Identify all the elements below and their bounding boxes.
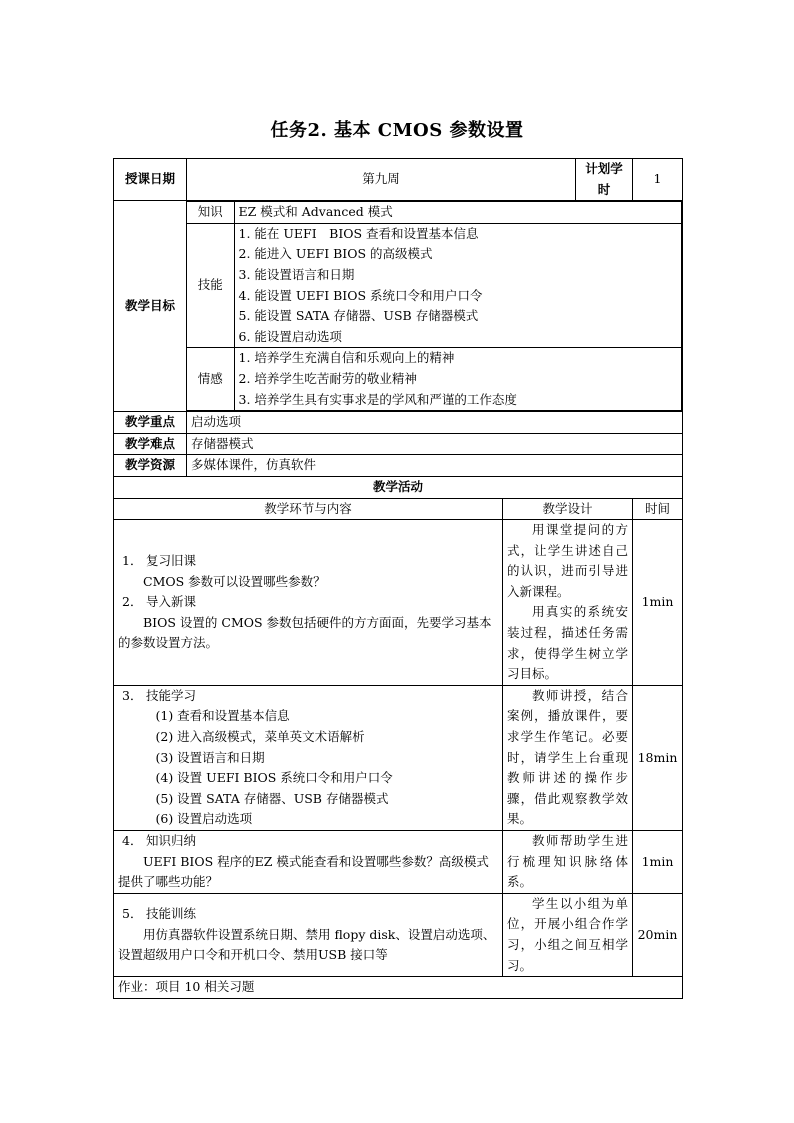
activity-content bbox=[114, 685, 503, 830]
design-paragraph: 教师帮助学生进行梳理知识脉络体系。 bbox=[507, 833, 629, 890]
resources-label: 教学资源 bbox=[114, 455, 187, 477]
content-paragraph: 用仿真器软件设置系统日期、禁用 flopy disk、设置启动选项、设置超级用户口令和开机口令、禁用USB 接口等 bbox=[118, 926, 496, 963]
knowledge-row bbox=[187, 202, 682, 224]
date-row bbox=[114, 159, 683, 201]
resources-value: 多媒体课件，仿真软件 bbox=[187, 455, 683, 477]
activity-design bbox=[503, 520, 633, 686]
list-item: 4. 能设置 UEFI BIOS 系统口令和用户口令 bbox=[238, 287, 483, 303]
list-item: 1. 培养学生充满自信和乐观向上的精神 bbox=[238, 350, 455, 366]
key-point-row bbox=[114, 412, 683, 434]
resources-row bbox=[114, 455, 683, 477]
key-point-value: 启动选项 bbox=[187, 412, 683, 434]
date-value: 第九周 bbox=[187, 159, 576, 201]
activity-design bbox=[503, 893, 633, 976]
design-paragraph: 教师讲授，结合案例，播放课件，要求学生作笔记。必要时，请学生上台重现教师讲述的操作步骤，借此观察教学效果。 bbox=[507, 687, 629, 827]
difficulty-value: 存储器模式 bbox=[187, 433, 683, 455]
list-item: 5. 能设置 SATA 存储器、USB 存储器模式 bbox=[238, 308, 479, 324]
design-paragraph: 用真实的系统安装过程，描述任务需求，使得学生树立学习目标。 bbox=[507, 604, 629, 682]
sub-item: (5) 设置 SATA 存储器、USB 存储器模式 bbox=[155, 790, 389, 806]
date-label: 授课日期 bbox=[114, 159, 187, 201]
section-title: 导入新课 bbox=[146, 594, 197, 610]
section-heading bbox=[118, 551, 498, 572]
hours-label: 计划学时 bbox=[576, 159, 633, 201]
activity-time: 18min bbox=[633, 685, 683, 830]
emotion-label: 情感 bbox=[187, 348, 234, 411]
activity-rows bbox=[114, 520, 683, 977]
skills-row bbox=[187, 223, 682, 348]
section-title: 技能学习 bbox=[146, 687, 197, 703]
activities-header-row bbox=[114, 498, 683, 520]
key-point-label: 教学重点 bbox=[114, 412, 187, 434]
skills-list bbox=[234, 223, 682, 348]
col-time-header: 时间 bbox=[633, 498, 683, 520]
col-design-header: 教学设计 bbox=[503, 498, 633, 520]
difficulty-label: 教学难点 bbox=[114, 433, 187, 455]
sub-item: (6) 设置启动选项 bbox=[155, 811, 253, 827]
list-item: 3. 能设置语言和日期 bbox=[238, 266, 355, 282]
homework-text: 作业：项目 10 相关习题 bbox=[114, 977, 683, 999]
skills-label: 技能 bbox=[187, 223, 234, 348]
list-item: 2. 培养学生吃苦耐劳的敬业精神 bbox=[238, 370, 417, 386]
activity-row bbox=[114, 520, 683, 686]
knowledge-text: EZ 模式和 Advanced 模式 bbox=[234, 202, 682, 224]
section-title: 复习旧课 bbox=[146, 552, 197, 568]
section-heading bbox=[118, 904, 498, 925]
activity-time: 1min bbox=[633, 831, 683, 894]
objectives-row bbox=[114, 201, 683, 412]
section-title: 技能训练 bbox=[146, 906, 197, 922]
list-item: 6. 能设置启动选项 bbox=[238, 328, 342, 344]
objectives-cell bbox=[187, 201, 683, 412]
activity-design bbox=[503, 831, 633, 894]
objectives-label: 教学目标 bbox=[114, 201, 187, 412]
knowledge-label: 知识 bbox=[187, 202, 234, 224]
section-heading bbox=[118, 592, 498, 613]
col-content-header: 教学环节与内容 bbox=[114, 498, 503, 520]
design-paragraph: 用课堂提问的方式，让学生讲述自己的认识，进而引导进入新课程。 bbox=[507, 522, 629, 599]
activity-content bbox=[114, 831, 503, 894]
section-title: 知识归纳 bbox=[146, 833, 197, 848]
content-paragraph: CMOS 参数可以设置哪些参数？ bbox=[143, 573, 326, 589]
section-heading bbox=[118, 686, 498, 707]
emotion-list bbox=[234, 348, 682, 411]
activity-design bbox=[503, 685, 633, 830]
difficulty-row bbox=[114, 433, 683, 455]
activity-time: 20min bbox=[633, 893, 683, 976]
section-number: 1． bbox=[122, 552, 143, 568]
section-number: 4． bbox=[122, 833, 143, 848]
activities-heading: 教学活动 bbox=[114, 476, 683, 498]
content-paragraph: UEFI BIOS 程序的EZ 模式能查看和设置哪些参数？高级模式提供了哪些功能？ bbox=[118, 853, 489, 890]
activity-row bbox=[114, 685, 683, 830]
content-paragraph: BIOS 设置的 CMOS 参数包括硬件的方方面面，先要学习基本的参数设置方法。 bbox=[118, 614, 492, 651]
page-title: 任务2. 基本 CMOS 参数设置 bbox=[270, 120, 524, 141]
list-item: 3. 培养学生具有实事求是的学风和严谨的工作态度 bbox=[238, 391, 517, 407]
activity-content bbox=[114, 520, 503, 686]
lesson-plan-table bbox=[113, 158, 683, 999]
homework-row bbox=[114, 977, 683, 999]
activity-content bbox=[114, 893, 503, 976]
sub-item: (4) 设置 UEFI BIOS 系统口令和用户口令 bbox=[155, 770, 393, 786]
section-number: 5． bbox=[122, 906, 143, 922]
sub-item: (3) 设置语言和日期 bbox=[155, 749, 265, 765]
activity-time: 1min bbox=[633, 520, 683, 686]
hours-value: 1 bbox=[633, 159, 683, 201]
activity-row bbox=[114, 831, 683, 894]
sub-item: (2) 进入高级模式，菜单英文术语解析 bbox=[155, 729, 365, 745]
section-heading bbox=[118, 831, 498, 852]
emotion-row bbox=[187, 348, 682, 411]
list-item: 1. 能在 UEFI BIOS 查看和设置基本信息 bbox=[238, 225, 479, 241]
section-number: 3． bbox=[122, 687, 143, 703]
section-number: 2． bbox=[122, 594, 143, 610]
activities-heading-row bbox=[114, 476, 683, 498]
list-item: 2. 能进入 UEFI BIOS 的高级模式 bbox=[238, 246, 433, 262]
activity-row bbox=[114, 893, 683, 976]
design-paragraph: 学生以小组为单位，开展小组合作学习，小组之间互相学习。 bbox=[507, 895, 629, 973]
sub-item: (1) 查看和设置基本信息 bbox=[155, 708, 290, 724]
